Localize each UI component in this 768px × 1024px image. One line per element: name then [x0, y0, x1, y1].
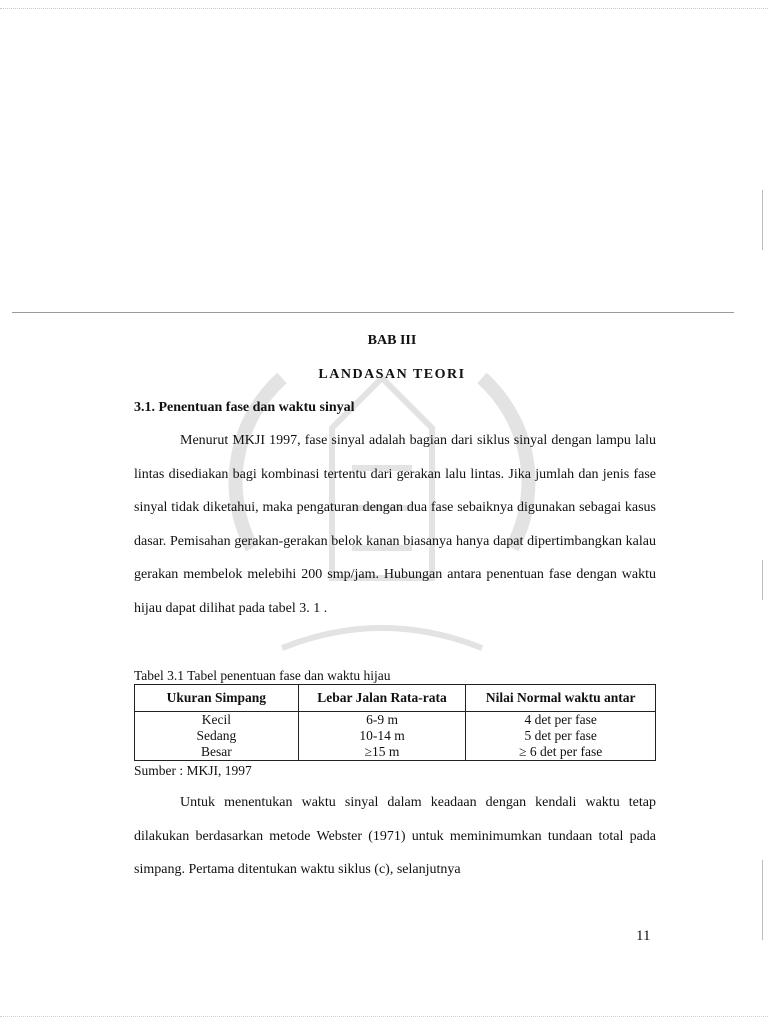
table-cell: ≥15 m — [298, 744, 466, 761]
table-cell: 10-14 m — [298, 728, 466, 744]
section-heading: 3.1. Penentuan fase dan waktu sinyal — [134, 400, 355, 415]
scan-artifact-edge — [762, 860, 763, 940]
page-number: 11 — [636, 928, 651, 944]
scan-artifact-rule — [12, 312, 734, 313]
paragraph-body: Menurut MKJI 1997, fase sinyal adalah bagian dari siklus sinyal dengan lampu lalu lintas disediakan bagi kombinasi tertentu dari gerakan lalu lintas. Jika jumlah dan jenis fase sinyal tidak diketahui, maka pengaturan dengan dua fase sebaiknya digunakan sebagai kasus dasar. Pemisahan gerakan-gerakan belok kanan biasanya hanya dapat dipertimbangkan kalau gerakan membelok melebihi 200 smp/jam. Hubungan antara penentuan fase dengan waktu hijau dapat dilihat pada tabel 3. 1 . — [134, 433, 656, 616]
phase-table — [134, 684, 656, 761]
table-cell: ≥ 6 det per fase — [466, 744, 656, 761]
table-cell: Besar — [135, 744, 299, 761]
scan-artifact-edge — [762, 560, 763, 600]
table-row — [135, 712, 656, 729]
scan-artifact-top — [0, 8, 768, 10]
scan-artifact-bottom — [0, 1016, 768, 1018]
table-cell: 4 det per fase — [466, 712, 656, 729]
table-cell: Kecil — [135, 712, 299, 729]
table-header-cell: Nilai Normal waktu antar — [466, 685, 656, 712]
table-row — [135, 744, 656, 761]
table-header-cell: Ukuran Simpang — [135, 685, 299, 712]
table-row — [135, 728, 656, 744]
table-cell: 5 det per fase — [466, 728, 656, 744]
chapter-title: LANDASAN TEORI — [318, 367, 466, 382]
scan-artifact-edge — [762, 190, 763, 250]
chapter-number: BAB III — [367, 333, 417, 348]
table-header-row — [135, 685, 656, 712]
table-header-cell: Lebar Jalan Rata-rata — [298, 685, 466, 712]
table-cell: Sedang — [135, 728, 299, 744]
paragraph-body: Untuk menentukan waktu sinyal dalam keadaan dengan kendali waktu tetap dilakukan berdasarkan metode Webster (1971) untuk meminimumkan tundaan total pada simpang. Pertama ditentukan waktu siklus (c), selanjutnya — [134, 795, 656, 877]
table-cell: 6-9 m — [298, 712, 466, 729]
table-caption: Tabel 3.1 Tabel penentuan fase dan waktu hijau — [134, 668, 391, 683]
table-source: Sumber : MKJI, 1997 — [134, 763, 252, 778]
